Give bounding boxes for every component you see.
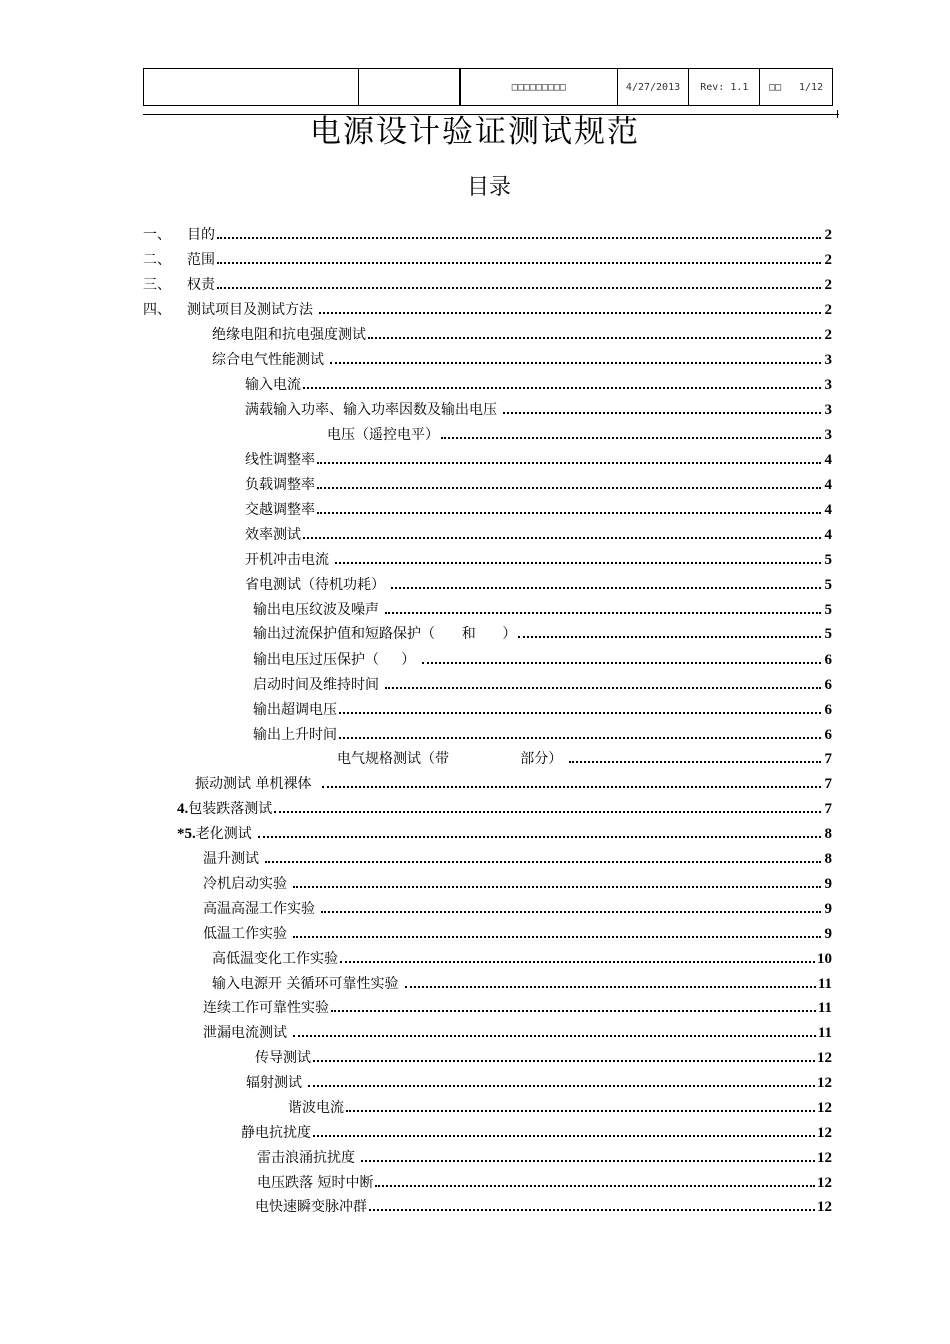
toc-dot-leader	[313, 1060, 815, 1062]
toc-entry-page: 11	[817, 1000, 832, 1016]
toc-entry[interactable]	[143, 270, 832, 294]
toc-entry-label: 测试项目及测试方法	[187, 302, 318, 318]
toc-entry[interactable]	[212, 944, 832, 968]
toc-entry-label: 输出过流保护值和短路保护（ 和 ）	[253, 626, 517, 642]
toc-dot-leader	[385, 687, 821, 689]
toc-entry-label: 高低温变化工作实验	[212, 951, 338, 967]
toc-entry[interactable]	[253, 619, 832, 643]
toc-entry-page: 12	[817, 1050, 832, 1066]
toc-entry-page: 6	[824, 652, 832, 668]
toc-entry-number: *5.	[177, 826, 196, 842]
toc-entry[interactable]	[212, 345, 832, 369]
toc-entry-page: 12	[817, 1075, 832, 1091]
toc-dot-leader	[322, 786, 821, 788]
toc-entry[interactable]	[212, 320, 832, 344]
toc-entry-page: 5	[824, 602, 832, 618]
toc-dot-leader	[217, 287, 821, 289]
toc-entry-page: 3	[824, 402, 832, 418]
toc-entry-page: 9	[824, 876, 832, 892]
header-revision: Rev: 1.1	[689, 69, 760, 105]
toc-entry[interactable]	[143, 220, 832, 244]
toc-entry[interactable]	[253, 645, 832, 669]
toc-dot-leader	[331, 1010, 816, 1012]
toc-entry-label: 输出电压过压保护（ ）	[253, 652, 420, 668]
toc-entry-page: 11	[817, 976, 832, 992]
header-page-value: 1/12	[799, 81, 824, 93]
toc-entry[interactable]	[245, 545, 832, 569]
toc-entry-number: 三、	[143, 277, 171, 293]
toc-entry[interactable]	[203, 993, 832, 1017]
toc-dot-leader	[339, 737, 821, 739]
toc-entry-page: 7	[824, 776, 832, 792]
toc-entry[interactable]	[143, 245, 832, 269]
toc-dot-leader	[317, 487, 821, 489]
toc-entry-label: 效率测试	[245, 527, 301, 543]
toc-entry-page: 8	[824, 851, 832, 867]
toc-dot-leader	[503, 412, 821, 414]
toc-entry[interactable]	[143, 295, 832, 319]
toc-entry-page: 5	[824, 577, 832, 593]
toc-dot-leader	[258, 836, 821, 838]
toc-entry-page: 3	[824, 352, 832, 368]
toc-entry-label: 负载调整率	[245, 477, 315, 493]
toc-entry-label: 输出电压纹波及噪声	[253, 602, 384, 618]
toc-dot-leader	[441, 437, 821, 439]
toc-entry-page: 12	[817, 1125, 832, 1141]
toc-entry[interactable]	[245, 520, 832, 544]
toc-entry[interactable]	[203, 869, 832, 893]
toc-entry-label: 高温高湿工作实验	[203, 901, 320, 917]
toc-dot-leader	[569, 761, 821, 763]
toc-entry-label: 开机冲击电流	[245, 552, 334, 568]
toc-entry[interactable]	[245, 495, 832, 519]
toc-entry-page: 3	[824, 377, 832, 393]
toc-entry-label: 电压（遥控电平）	[327, 427, 439, 443]
toc-dot-leader	[317, 512, 821, 514]
toc-dot-leader	[293, 886, 821, 888]
toc-entry-page: 2	[824, 302, 832, 318]
toc-entry-label: 综合电气性能测试	[212, 352, 329, 368]
toc-entry-page: 2	[824, 227, 832, 243]
toc-entry-page: 12	[817, 1199, 832, 1215]
toc-entry-label: 权责	[187, 277, 215, 293]
toc-heading: 目录	[466, 175, 511, 200]
toc-dot-leader	[340, 961, 815, 963]
toc-entry[interactable]	[203, 1018, 832, 1042]
toc-entry-label: 泄漏电流测试	[203, 1025, 292, 1041]
header-page-label: □□	[769, 81, 782, 93]
toc-entry-label: 低温工作实验	[203, 926, 292, 942]
toc-entry-page: 2	[824, 252, 832, 268]
toc-entry[interactable]	[203, 894, 832, 918]
toc-entry-label: 输入电源开 关循环可靠性实验	[212, 976, 403, 992]
toc-entry-page: 5	[824, 626, 832, 642]
document-title: 电源设计验证测试规范	[310, 114, 640, 150]
toc-dot-leader	[293, 936, 821, 938]
toc-entry-label: 辐射测试	[246, 1075, 307, 1091]
toc-entry-label: 电快速瞬变脉冲群	[255, 1199, 367, 1215]
toc-entry-label: 启动时间及维持时间	[253, 677, 384, 693]
toc-dot-leader	[265, 861, 821, 863]
toc-entry[interactable]	[257, 1168, 832, 1192]
toc-entry-label: 电压跌落 短时中断	[257, 1175, 374, 1191]
toc-entry[interactable]	[255, 1043, 832, 1067]
toc-dot-leader	[375, 1185, 815, 1187]
toc-entry-number: 四、	[143, 302, 171, 318]
toc-entry[interactable]	[245, 395, 832, 419]
toc-entry-page: 7	[824, 801, 832, 817]
toc-dot-leader	[308, 1085, 815, 1087]
toc-entry-page: 9	[824, 926, 832, 942]
toc-entry-label: 传导测试	[255, 1050, 311, 1066]
toc-dot-leader	[274, 811, 821, 813]
toc-entry[interactable]	[203, 844, 832, 868]
toc-entry-page: 7	[824, 751, 832, 767]
toc-dot-leader	[368, 337, 821, 339]
toc-entry[interactable]	[327, 420, 832, 444]
header-cell-doc-name: □□□□□□□□□	[460, 69, 618, 105]
toc-entry-label: 线性调整率	[245, 452, 315, 468]
toc-entry-page: 12	[817, 1100, 832, 1116]
toc-entry-label: 温升测试	[203, 851, 264, 867]
toc-entry[interactable]	[288, 1093, 832, 1117]
toc-entry[interactable]	[203, 919, 832, 943]
toc-entry[interactable]	[257, 1143, 832, 1167]
toc-entry-label: 绝缘电阻和抗电强度测试	[212, 327, 366, 343]
toc-entry-label: 老化测试	[195, 826, 257, 842]
toc-entry[interactable]	[245, 570, 832, 594]
toc-entry-label: 电气规格测试（带 部分）	[337, 751, 567, 767]
toc-entry-label: 输出超调电压	[253, 702, 337, 718]
toc-entry-label: 输出上升时间	[253, 727, 337, 743]
header-date: 4/27/2013	[618, 69, 690, 105]
toc-entry[interactable]	[195, 769, 832, 793]
toc-dot-leader	[321, 911, 821, 913]
toc-entry-page: 11	[817, 1025, 832, 1041]
toc-entry-page: 5	[824, 552, 832, 568]
toc-entry-page: 4	[824, 477, 832, 493]
toc-dot-leader	[518, 636, 821, 638]
toc-entry[interactable]	[245, 470, 832, 494]
toc-entry[interactable]	[253, 670, 832, 694]
toc-entry[interactable]	[253, 720, 832, 744]
toc-entry-label: 冷机启动实验	[203, 876, 292, 892]
toc-dot-leader	[330, 362, 821, 364]
toc-entry-page: 2	[824, 327, 832, 343]
toc-entry-page: 10	[817, 951, 832, 967]
toc-entry[interactable]	[241, 1118, 832, 1142]
toc-entry-label: 目的	[187, 227, 215, 243]
toc-entry-label: 连续工作可靠性实验	[203, 1000, 329, 1016]
toc-entry-label: 谐波电流	[288, 1100, 344, 1116]
toc-entry-page: 4	[824, 452, 832, 468]
toc-entry[interactable]	[245, 445, 832, 469]
toc-entry-label: 雷击浪涌抗扰度	[257, 1150, 360, 1166]
toc-dot-leader	[346, 1110, 815, 1112]
toc-dot-leader	[293, 1035, 815, 1037]
toc-entry-number: 一、	[143, 227, 171, 243]
toc-dot-leader	[319, 312, 821, 314]
toc-dot-leader	[303, 387, 821, 389]
toc-entry[interactable]	[337, 744, 832, 768]
toc-dot-leader	[217, 237, 821, 239]
toc-entry-page: 4	[824, 527, 832, 543]
toc-dot-leader	[361, 1160, 815, 1162]
toc-entry-label: 范围	[187, 252, 215, 268]
toc-entry-page: 9	[824, 901, 832, 917]
toc-dot-leader	[369, 1209, 815, 1211]
toc-entry-label: 静电抗扰度	[241, 1125, 311, 1141]
toc-dot-leader	[391, 587, 821, 589]
toc-entry-number: 4.	[177, 801, 189, 817]
toc-entry-label: 输入电流	[245, 377, 301, 393]
toc-dot-leader	[339, 712, 821, 714]
toc-entry[interactable]	[255, 1192, 832, 1216]
toc-entry-number: 二、	[143, 252, 171, 268]
toc-entry-label: 交越调整率	[245, 502, 315, 518]
toc-dot-leader	[335, 562, 821, 564]
toc-entry-page: 3	[824, 427, 832, 443]
toc-entry-page: 12	[817, 1150, 832, 1166]
toc-entry-page: 6	[824, 677, 832, 693]
toc-entry[interactable]	[246, 1068, 832, 1092]
toc-entry[interactable]	[212, 969, 832, 993]
toc-entry-label: 省电测试（待机功耗）	[245, 577, 390, 593]
toc-entry-page: 6	[824, 727, 832, 743]
toc-entry[interactable]	[253, 695, 832, 719]
toc-entry[interactable]	[177, 819, 832, 843]
toc-dot-leader	[303, 537, 821, 539]
toc-entry-label: 包装跌落测试	[188, 801, 273, 817]
toc-entry[interactable]	[253, 595, 832, 619]
toc-entry-page: 2	[824, 277, 832, 293]
toc-entry-page: 6	[824, 702, 832, 718]
toc-entry-page: 8	[824, 826, 832, 842]
toc-entry-label: 振动测试 单机裸体	[195, 776, 321, 792]
toc-entry-label: 满载输入功率、输入功率因数及输出电压	[245, 402, 502, 418]
toc-dot-leader	[317, 462, 821, 464]
toc-entry-page: 12	[817, 1175, 832, 1191]
toc-entry[interactable]	[177, 794, 832, 818]
toc-dot-leader	[313, 1135, 815, 1137]
toc-dot-leader	[405, 986, 816, 988]
toc-dot-leader	[217, 262, 821, 264]
toc-entry-page: 4	[824, 502, 832, 518]
toc-dot-leader	[385, 612, 821, 614]
toc-entry[interactable]	[245, 370, 832, 394]
toc-dot-leader	[422, 662, 821, 664]
